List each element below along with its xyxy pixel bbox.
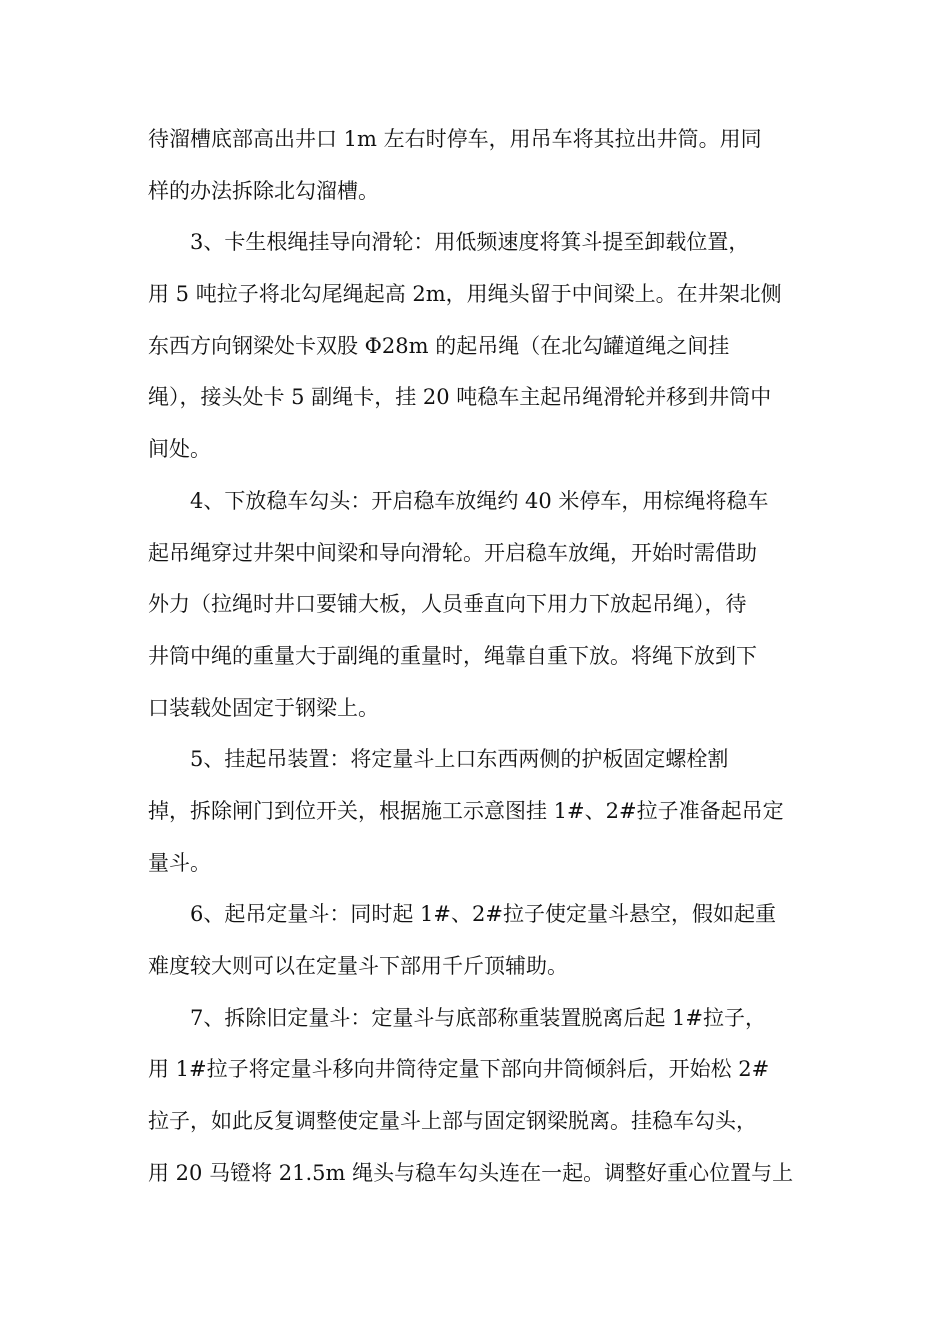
text-line-6: 绳），接头处卡 5 副绳卡，挂 20 吨稳车主起吊绳滑轮并移到井筒中 bbox=[148, 385, 772, 410]
text-line-19: 用 1#拉子将定量斗移向井筒待定量下部向井筒倾斜后，开始松 2# bbox=[148, 1057, 770, 1082]
text-line-15: 量斗。 bbox=[148, 850, 211, 875]
text-line-18: 7、拆除旧定量斗：定量斗与底部称重装置脱离后起 1#拉子， bbox=[190, 1005, 766, 1030]
text-line-11: 井筒中绳的重量大于副绳的重量时，绳靠自重下放。将绳下放到下 bbox=[148, 643, 757, 668]
text-line-14: 掉，拆除闸门到位开关，根据施工示意图挂 1#、2#拉子准备起吊定 bbox=[148, 798, 784, 823]
text-line-12: 口装载处固定于钢梁上。 bbox=[148, 695, 379, 720]
body-text bbox=[148, 114, 808, 1199]
text-line-3: 3、卡生根绳挂导向滑轮：用低频速度将箕斗提至卸载位置， bbox=[190, 230, 750, 255]
text-line-16: 6、起吊定量斗：同时起 1#、2#拉子使定量斗悬空，假如起重 bbox=[190, 902, 776, 927]
text-line-10: 外力（拉绳时井口要铺大板，人员垂直向下用力下放起吊绳），待 bbox=[148, 592, 747, 617]
text-line-17: 难度较大则可以在定量斗下部用千斤顶辅助。 bbox=[148, 954, 568, 978]
text-line-13: 5、挂起吊装置：将定量斗上口东西两侧的护板固定螺栓割 bbox=[190, 747, 729, 772]
text-line-8: 4、下放稳车勾头：开启稳车放绳约 40 米停车，用棕绳将稳车 bbox=[190, 488, 769, 513]
text-line-9: 起吊绳穿过井架中间梁和导向滑轮。开启稳车放绳，开始时需借助 bbox=[148, 540, 757, 565]
text-line-2: 样的办法拆除北勾溜槽。 bbox=[148, 178, 379, 203]
text-line-21: 用 20 马镫将 21.5m 绳头与稳车勾头连在一起。调整好重心位置与上 bbox=[148, 1160, 794, 1185]
text-line-4: 用 5 吨拉子将北勾尾绳起高 2m，用绳头留于中间梁上。在井架北侧 bbox=[148, 282, 782, 307]
text-line-5: 东西方向钢梁处卡双股 Φ28m 的起吊绳（在北勾罐道绳之间挂 bbox=[148, 333, 730, 358]
text-line-20: 拉子，如此反复调整使定量斗上部与固定钢梁脱离。挂稳车勾头， bbox=[148, 1109, 757, 1134]
text-line-7: 间处。 bbox=[148, 437, 211, 462]
text-line-1: 待溜槽底部高出井口 1m 左右时停车，用吊车将其拉出井筒。用同 bbox=[148, 127, 762, 151]
